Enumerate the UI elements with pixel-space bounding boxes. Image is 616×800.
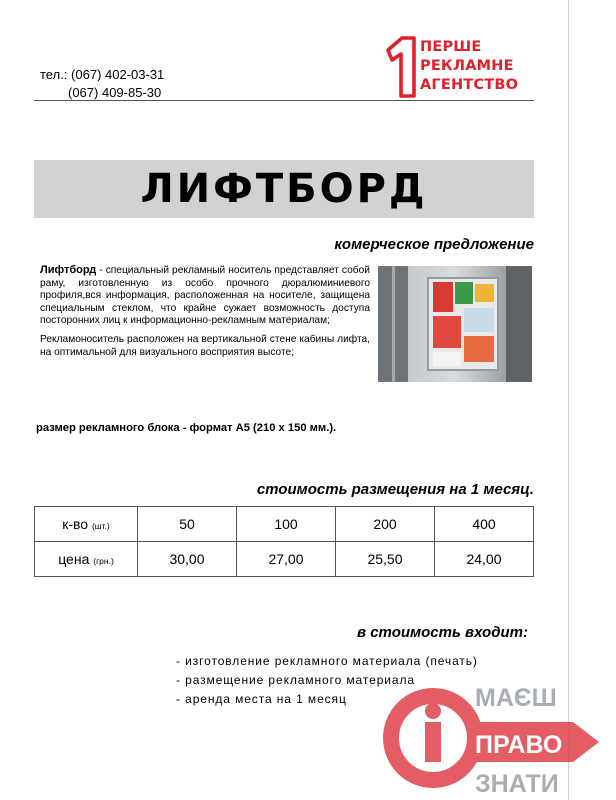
list-item: - аренда места на 1 месяц	[176, 692, 347, 706]
description-term: Лифтборд	[40, 264, 97, 276]
list-item: - размещение рекламного материала	[176, 673, 415, 687]
phone-number-1: (067) 402-03-31	[71, 67, 165, 82]
price-label-cell	[35, 542, 138, 577]
description-paragraph-2: Рекламоноситель расположен на вертикальной стене кабины лифта, на оптимальной для визуального восприятия высоте;	[40, 333, 370, 358]
watermark-line-2: ПРАВО	[475, 731, 563, 759]
phone-block	[40, 66, 164, 102]
logo-text	[420, 38, 518, 95]
block-size-note: размер рекламного блока - формат А5 (210 х 150 мм.).	[36, 422, 337, 434]
price-unit: (грн.)	[93, 556, 114, 566]
phone-number-2: (067) 409-85-30	[68, 85, 162, 100]
logo-number-text: 1	[386, 36, 387, 37]
title-band	[34, 160, 534, 218]
quantity-cell: 400	[435, 507, 534, 542]
table-row-price	[35, 542, 534, 577]
liftboard-photo-image	[378, 266, 532, 382]
watermark-line-1: МАЄШ	[475, 684, 557, 712]
logo-line-1: ПЕРШЕ	[420, 39, 482, 55]
quantity-cell: 200	[336, 507, 435, 542]
phone-label: тел.:	[40, 67, 68, 82]
quantity-label-cell	[35, 507, 138, 542]
logo-line-3: АГЕНТСТВО	[420, 77, 519, 93]
included-title: в стоимость входит:	[356, 624, 528, 641]
price-cell: 30,00	[138, 542, 237, 577]
price-cell: 24,00	[435, 542, 534, 577]
quantity-unit: (шт.)	[91, 521, 110, 531]
logo-line-2: РЕКЛАМНЕ	[420, 58, 514, 74]
quantity-label: к-во	[62, 516, 89, 532]
watermark-line-3: ЗНАТИ	[475, 770, 559, 798]
list-item: - изготовление рекламного материала (печать)	[176, 654, 478, 668]
header-divider	[34, 100, 534, 101]
logo-number-mark	[386, 36, 416, 98]
description	[40, 264, 370, 365]
watermark-logo	[377, 678, 609, 800]
liftboard-photo	[378, 266, 532, 382]
description-paragraph-1: - специальный рекламный носитель представляет собой раму, изготовленную из особо прочного дюралюминиевого профиля,вся информация, расположенная на носителе, защищена специальным стеклом, что крайне сужает возможность доступа посторонних лиц к информационно-рекламным материалам;	[40, 265, 370, 327]
pricing-title: стоимость размещения на 1 месяц.	[256, 481, 534, 498]
quantity-cell: 100	[237, 507, 336, 542]
price-table	[34, 506, 534, 577]
subtitle: комерческое предложение	[334, 236, 534, 253]
price-label: цена	[58, 551, 90, 567]
price-cell: 25,50	[336, 542, 435, 577]
page-title: ЛИФТБОРД	[140, 166, 428, 212]
quantity-cell: 50	[138, 507, 237, 542]
table-row-quantity	[35, 507, 534, 542]
price-cell: 27,00	[237, 542, 336, 577]
